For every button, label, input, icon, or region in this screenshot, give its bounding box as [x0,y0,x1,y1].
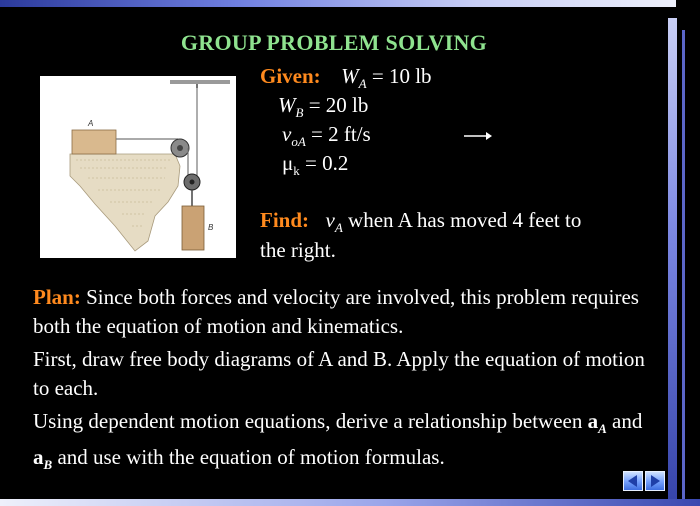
prev-slide-button[interactable] [623,471,643,491]
mu-symbol: μ [282,151,294,175]
find-text-1: when A has moved 4 feet to [342,208,582,232]
wa-subscript: A [358,76,367,92]
block-a-label: A [88,119,94,128]
prev-slide-icon [624,472,642,490]
aa-symbol: a [587,409,599,433]
velocity-arrow-icon [463,130,493,142]
ab-symbol: a [33,445,44,470]
find-line [260,208,581,236]
plan-paragraph-1 [33,283,653,341]
voa-symbol: v [282,122,292,146]
voa-value: = 2 ft/s [305,122,371,146]
find-label: Find: [260,208,310,232]
wa-symbol: W [341,64,359,88]
given-line-mu [282,151,348,179]
plan-text-3c: and use with the equation of motion formulas. [52,445,445,470]
next-slide-icon [646,472,664,490]
given-line-wa [260,64,432,92]
right-frame-bar [668,18,677,506]
given-label: Given: [260,64,321,88]
plan-block [33,283,653,479]
mu-subscript: k [293,163,300,179]
plan-paragraph-3 [33,407,653,479]
plan-paragraph-2: First, draw free body diagrams of A and B. Apply the equation of motion to each. [33,347,645,400]
voa-subscript: oA [291,134,306,150]
given-line-voa [282,122,371,150]
wb-symbol: W [278,93,296,117]
find-text-2: the right. [260,238,336,262]
top-frame-bar [0,0,676,7]
slide-title: GROUP PROBLEM SOLVING [180,30,488,55]
next-slide-button[interactable] [645,471,665,491]
va-subscript: A [334,220,343,236]
ab-subscript: B [43,457,53,473]
pulley-figure [40,76,236,258]
right-frame-line [682,30,685,506]
wb-subscript: B [295,105,304,121]
plan-text-1: Since both forces and velocity are involved, this problem requires both the equation of motion and kinematics. [33,285,639,338]
given-line-wb [278,93,368,121]
plan-label: Plan: [33,285,81,309]
wa-value: = 10 lb [366,64,432,88]
block-b-label: B [208,223,214,232]
wb-value: = 20 lb [303,93,369,117]
plan-text-3b: and [606,409,643,433]
plan-text-3a: Using dependent motion equations, derive a relationship between [33,409,588,433]
va-symbol: v [325,208,335,232]
aa-subscript: A [598,421,607,437]
bottom-frame-bar [0,499,700,506]
pulley-diagram [40,76,236,258]
mu-value: = 0.2 [299,151,349,175]
